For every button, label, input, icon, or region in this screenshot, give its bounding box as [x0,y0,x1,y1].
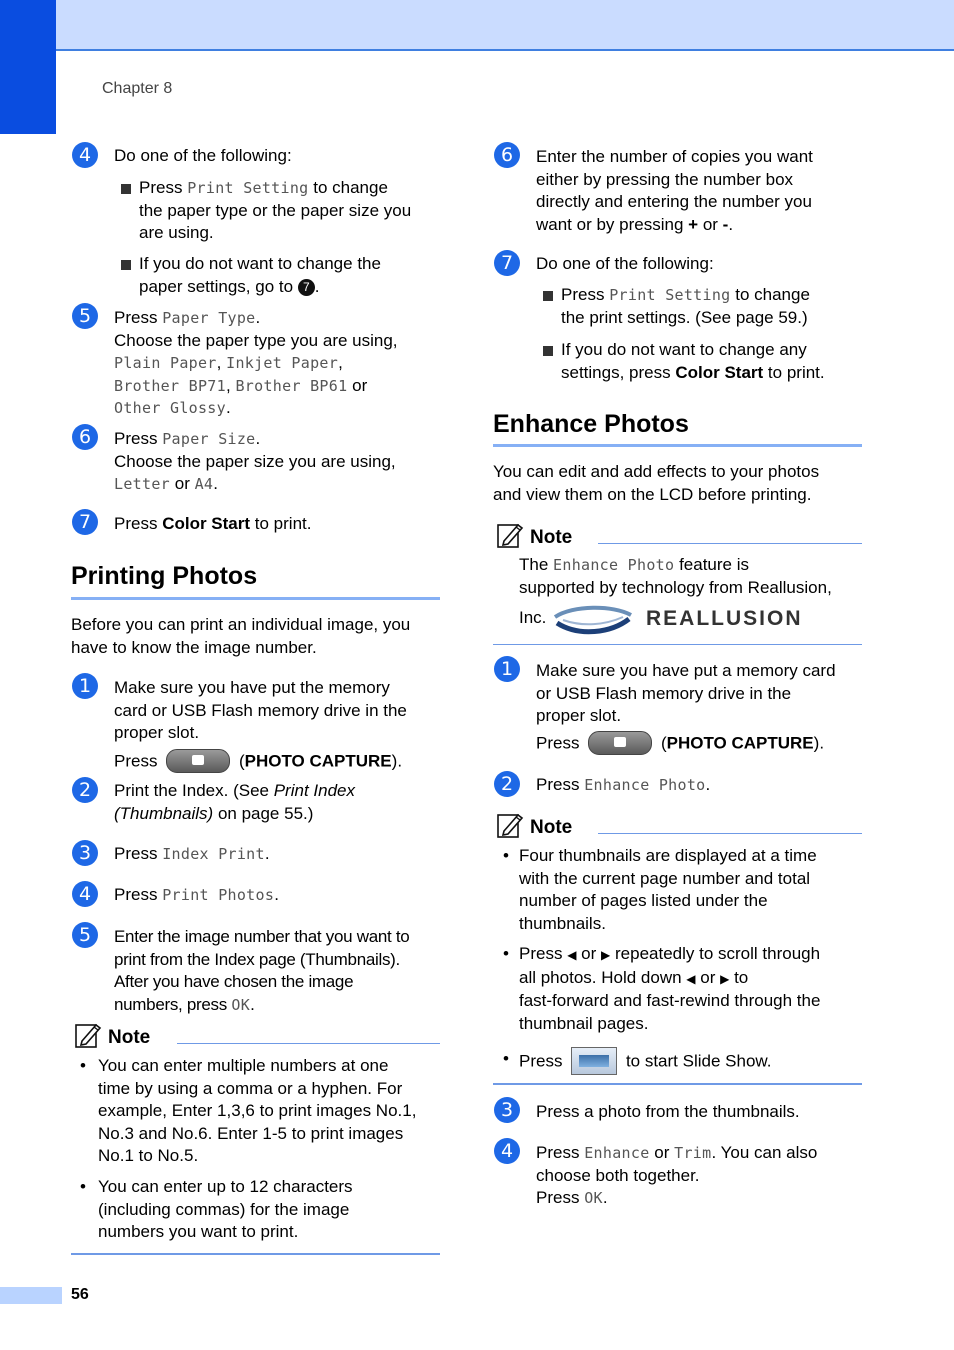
step-number: 2 [494,771,520,797]
note-rule-bottom [493,1083,862,1085]
lcd-option: Enhance Photo [553,556,675,574]
reallusion-logo-text: REALLUSION [646,607,803,630]
heading-rule [493,444,862,447]
lcd-option: OK [584,1189,603,1207]
bullet-dot: • [503,944,509,963]
lcd-option: Paper Type [162,309,256,327]
note-label: Note [530,527,573,548]
note-pencil-icon [496,521,524,549]
step-number: 4 [494,1138,520,1164]
step-text: Do one of the following: [536,254,714,273]
section-intro: Before you can print an individual image, you have to know the image number. [71,615,411,657]
reallusion-swoosh-icon [553,603,633,637]
bullet-dot: • [503,1049,509,1068]
page-number: 56 [71,1286,89,1303]
square-bullet-icon [121,184,131,194]
lcd-option: OK [231,995,251,1014]
square-bullet-icon [543,291,553,301]
note-label: Note [530,817,573,838]
step-number: 7 [494,250,520,276]
square-bullet-icon [543,346,553,356]
step-number: 6 [72,424,98,450]
note-rule-bottom [71,1253,440,1255]
step-number: 1 [494,656,520,682]
step-number: 3 [494,1097,520,1123]
photo-capture-key-icon [166,749,230,773]
step-ref-icon: 7 [298,279,315,296]
section-heading-printing-photos: Printing Photos [71,562,258,590]
bullet-dot: • [80,1177,86,1196]
lcd-option: Print Photos [162,886,275,904]
note-pencil-icon [74,1021,102,1049]
left-arrow-icon: ◀ [567,948,577,962]
lcd-option: Trim [674,1144,712,1162]
note-rule-bottom [493,644,862,645]
note-label: Note [108,1027,151,1048]
cross-reference: Print Index [273,781,355,800]
step-number: 4 [72,881,98,907]
step-number: 5 [72,303,98,329]
section-intro: You can edit and add effects to your photos and view them on the LCD before printing. [493,462,820,504]
step-number: 5 [72,922,98,948]
page-number-tab [0,1287,62,1304]
photo-capture-key-icon [588,731,652,755]
bullet-dot: • [80,1056,86,1075]
bullet-dot: • [503,846,509,865]
lcd-option: Paper Size [162,430,256,448]
section-heading-enhance-photos: Enhance Photos [493,410,689,438]
note-rule-top [598,543,862,544]
step-number: 4 [72,142,98,168]
lcd-option: Print Setting [609,286,731,304]
lcd-option: Index Print [162,845,265,863]
note-rule-top [177,1043,440,1044]
key-name: Color Start [162,514,251,533]
slide-show-key-icon [571,1047,617,1075]
step-text: Do one of the following: [114,146,292,165]
note-pencil-icon [496,811,524,839]
lcd-option: Enhance [584,1144,650,1162]
right-arrow-icon: ▶ [720,971,730,986]
lcd-option: Enhance Photo [584,776,706,794]
lcd-option: Print Setting [187,179,309,197]
step-number: 6 [494,142,520,168]
note-text: The Enhance Photo feature is supported by technology from Reallusion, Inc. [519,555,832,627]
header-bar [0,0,954,51]
step-number: 7 [72,509,98,535]
chapter-tab [0,0,56,134]
step-number: 1 [72,673,98,699]
left-arrow-icon: ◀ [686,971,696,986]
heading-rule [71,597,440,600]
note-rule-top [598,833,862,834]
square-bullet-icon [121,260,131,270]
step-text: Press a photo from the thumbnails. [536,1102,800,1121]
step-number: 2 [72,777,98,803]
right-arrow-icon: ▶ [601,948,611,962]
chapter-label: Chapter 8 [102,80,173,97]
step-number: 3 [72,840,98,866]
